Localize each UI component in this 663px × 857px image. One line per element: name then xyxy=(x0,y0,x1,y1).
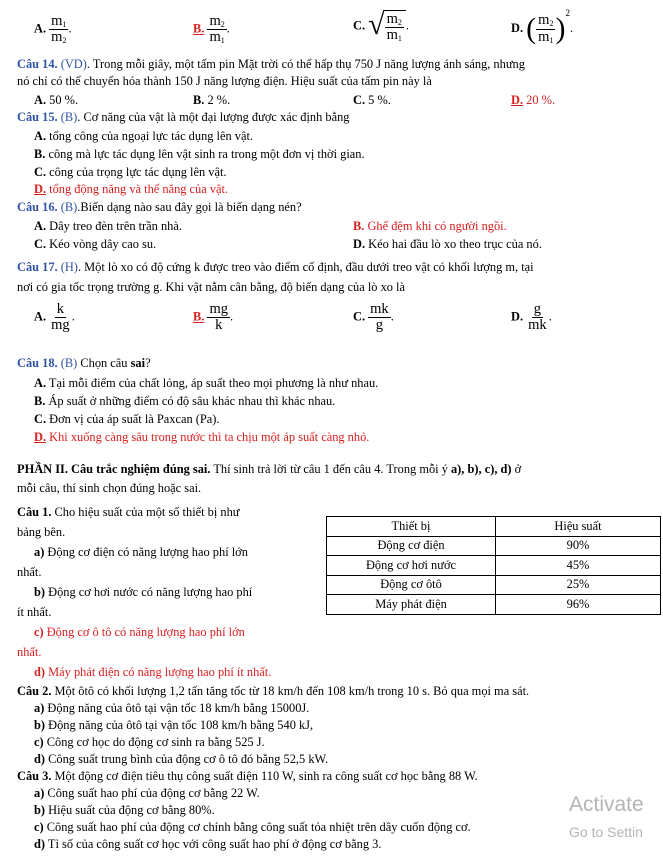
q13-option-d: D. ( $\frac{m_2}{m_1}$ )$^2$. xyxy=(511,8,574,46)
q18-option-a: A. Tại mỗi điểm của chất lỏng, áp suất theo mọi phương là như nhau. xyxy=(34,376,379,390)
table-header-row xyxy=(327,517,661,537)
p2-stem: Câu 2. Một ôtô có khối lượng 1,2 tấn tăng tốc từ 18 km/h đến 108 km/h trong 10 s. Bỏ qua mọi ma sát. xyxy=(17,684,530,698)
table-cell: 90% xyxy=(496,536,661,556)
p1-stem-line1: Câu 1. Cho hiệu suất của một số thiết bị như xyxy=(17,505,240,519)
p3-statement-c: c) Công suất hao phí của động cơ chính bằng công suất tỏa nhiệt trên dây cuốn động cơ. xyxy=(34,820,471,834)
settings-watermark[interactable]: Go to Settin xyxy=(569,824,643,840)
part2-heading: PHẦN II. Câu trắc nghiệm đúng sai. Thí sinh trả lời từ câu 1 đến câu 4. Trong mỗi ý a), b), c), d) ở xyxy=(17,462,522,476)
q14-stem-line1: Câu 14. (VD). Trong mỗi giây, một tấm pin Mặt trời có thể hấp thụ 750 J năng lượng ánh sáng, nhưng xyxy=(17,57,525,71)
p1-statement-d: d) Máy phát điện có năng lượng hao phí ít nhất. xyxy=(34,665,272,679)
q15-option-d: D. tổng động năng và thế năng của vật. xyxy=(34,182,229,196)
table-cell: Động cơ ôtô xyxy=(327,575,496,595)
p1-statement-a: a) Động cơ điện có năng lượng hao phí lớn xyxy=(34,545,248,559)
q15-stem: Câu 15. (B). Cơ năng của vật là một đại lượng được xác định bằng xyxy=(17,110,350,124)
q13-option-a: A. $\frac{m_1}{m_2}$ . xyxy=(34,13,72,46)
q18-stem: Câu 18. (B) Chọn câu sai? xyxy=(17,356,151,370)
p1-stem-line2: bảng bên. xyxy=(17,525,66,539)
p1-statement-a-cont: nhất. xyxy=(17,565,42,579)
q17-option-d: D. $\frac{g}{mk}$ . xyxy=(511,301,552,334)
table-cell: Động cơ điện xyxy=(327,536,496,556)
table-row xyxy=(327,575,661,595)
q17-stem-line1: Câu 17. (H). Một lò xo có độ cứng k được treo vào điểm cố định, đầu dưới treo vật có khối lượng m, tại xyxy=(17,260,534,274)
table-cell: Máy phát điện xyxy=(327,595,496,615)
q13-option-c: C. √ $\frac{m_2}{m_1}$ . xyxy=(353,8,410,44)
p1-statement-c: c) Động cơ ô tô có năng lượng hao phí lớn xyxy=(34,625,245,639)
table-header-cell: Thiết bị xyxy=(327,517,496,537)
p1-statement-b-cont: ít nhất. xyxy=(17,605,52,619)
p3-statement-d: d) Tỉ số của công suất cơ học với công suất hao phí ở động cơ bằng 3. xyxy=(34,837,382,851)
q16-option-c: C. Kéo vòng dây cao su. xyxy=(34,237,157,251)
q16-option-a: A. Dây treo đèn trên trần nhà. xyxy=(34,219,182,233)
q17-option-a: A. $\frac{k}{mg}$ . xyxy=(34,301,75,334)
q16-option-d: D. Kéo hai đầu lò xo theo trục của nó. xyxy=(353,237,542,251)
p3-statement-a: a) Công suất hao phí của động cơ bằng 22 W. xyxy=(34,786,260,800)
q13-option-b: B. $\frac{m_2}{m_1}$ . xyxy=(193,13,230,46)
q18-option-d: D. Khi xuống càng sâu trong nước thì ta chịu một áp suất càng nhỏ. xyxy=(34,430,370,444)
table-cell: 96% xyxy=(496,595,661,615)
p1-statement-c-cont: nhất. xyxy=(17,645,42,659)
q16-option-b: B. Ghế đệm khi có người ngồi. xyxy=(353,219,507,233)
q16-stem: Câu 16. (B).Biến dạng nào sau đây gọi là biến dạng nén? xyxy=(17,200,302,214)
table-row xyxy=(327,556,661,576)
q17-option-b: B. $\frac{mg}{k}$ . xyxy=(193,301,234,334)
table-cell: 25% xyxy=(496,575,661,595)
activate-watermark: Activate xyxy=(569,793,644,816)
table-row xyxy=(327,536,661,556)
q17-option-c: C. $\frac{mk}{g}$ . xyxy=(353,301,394,334)
q15-option-a: A. tổng công của ngoại lực tác dụng lên vật. xyxy=(34,129,254,143)
q14-option-c: C. 5 %. xyxy=(353,93,391,107)
p2-statement-b: b) Động năng của ôtô tại vận tốc 108 km/h bằng 540 kJ, xyxy=(34,718,314,732)
p2-statement-d: d) Công suất trung bình của động cơ ô tô đó bằng 52,5 kW. xyxy=(34,752,329,766)
p2-statement-a: a) Động năng của ôtô tại vận tốc 18 km/h bằng 15000J. xyxy=(34,701,310,715)
q15-option-b: B. công mà lực tác dụng lên vật sinh ra trong một đơn vị thời gian. xyxy=(34,147,365,161)
p3-statement-b: b) Hiệu suất của động cơ bằng 80%. xyxy=(34,803,215,817)
q14-option-d: D. 20 %. xyxy=(511,93,556,107)
table-cell: Động cơ hơi nước xyxy=(327,556,496,576)
table-row xyxy=(327,595,661,615)
q18-option-c: C. Đơn vị của áp suất là Paxcan (Pa). xyxy=(34,412,220,426)
q15-option-c: C. công của trọng lực tác dụng lên vật. xyxy=(34,165,227,179)
q18-option-b: B. Áp suất ở những điểm có độ sâu khác nhau thì khác nhau. xyxy=(34,394,336,408)
q14-option-b: B. 2 %. xyxy=(193,93,231,107)
q14-option-a: A. 50 %. xyxy=(34,93,79,107)
table-cell: 45% xyxy=(496,556,661,576)
q17-stem-line2: nơi có gia tốc trọng trường g. Khi vật nằm cân bằng, độ biến dạng của lò xo là xyxy=(17,280,405,294)
p3-stem: Câu 3. Một động cơ điện tiêu thụ công suất điện 110 W, sinh ra công suất cơ học bằng 88 W. xyxy=(17,769,478,783)
table-header-cell: Hiệu suất xyxy=(496,517,661,537)
q14-stem-line2: nó chỉ có thể chuyển hóa thành 150 J năng lượng điện. Hiệu suất của tấm pin này là xyxy=(17,74,432,88)
part2-heading-line2: mỗi câu, thí sinh chọn đúng hoặc sai. xyxy=(17,481,202,495)
p1-statement-b: b) Động cơ hơi nước có năng lượng hao phí xyxy=(34,585,253,599)
efficiency-table xyxy=(326,516,661,615)
p2-statement-c: c) Công cơ học do động cơ sinh ra bằng 525 J. xyxy=(34,735,265,749)
